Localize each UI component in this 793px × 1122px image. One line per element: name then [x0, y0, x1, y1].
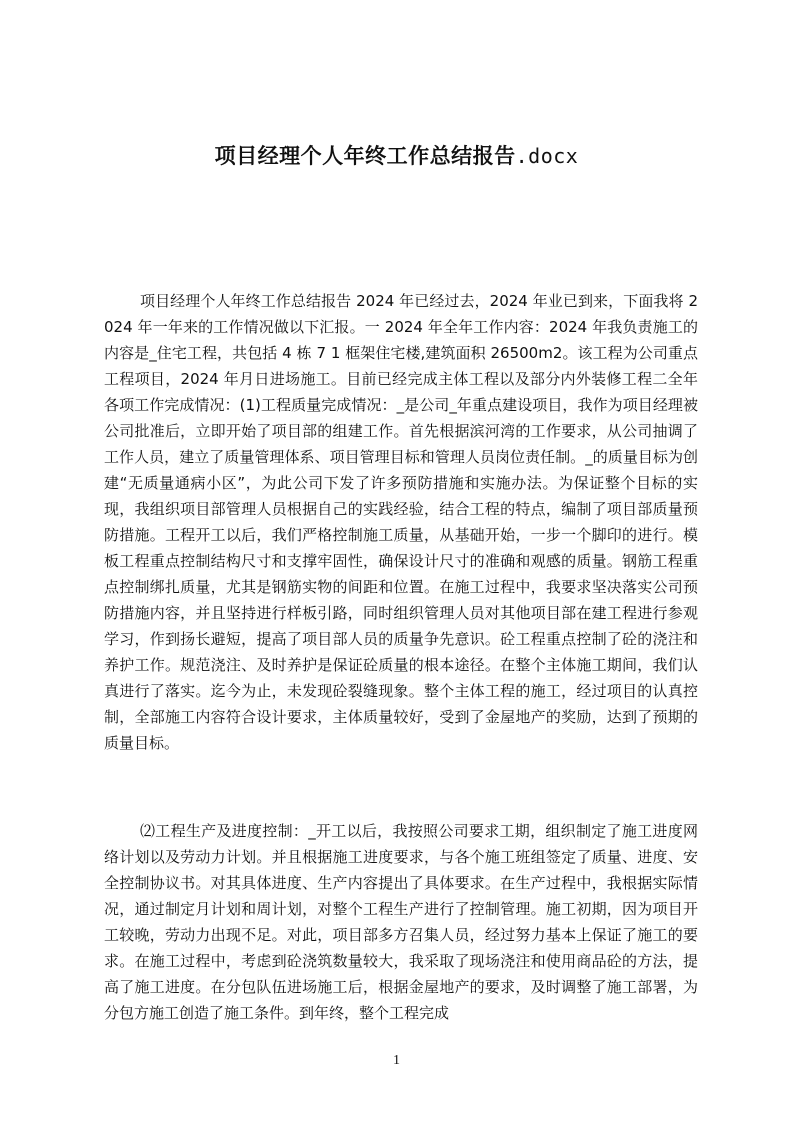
document-title-extension: .docx: [515, 144, 579, 168]
document-title: [0, 140, 793, 170]
document-title-text: 项目经理个人年终工作总结报告: [214, 144, 516, 168]
body-paragraph-1: 项目经理个人年终工作总结报告 2024 年已经过去，2024 年业已到来，下面我将 2024 年一年来的工作情况做以下汇报。一 2024 年全年工作内容：2024 年我负责施工的内容是_住宅工程，共包括 4 栋 7 1 框架住宅楼,建筑面积 26500m2。该工程为公司重点工程项目，2024 年月日进场施工。目前已经完成主体工程以及部分内外装修工程二全年各项工作完成情况：(1)工程质量完成情况：_是公司_年重点建设项目，我作为项目经理被公司批准后，立即开始了项目部的组建工作。首先根据滨河湾的工作要求，从公司抽调了工作人员，建立了质量管理体系、项目管理目标和管理人员岗位责任制。_的质量目标为创建“无质量通病小区”，为此公司下发了许多预防措施和实施办法。为保证整个目标的实现，我组织项目部管理人员根据自己的实践经验，结合工程的特点，编制了项目部质量预防措施。工程开工以后，我们严格控制施工质量，从基础开始，一步一个脚印的进行。模板工程重点控制结构尺寸和支撑牢固性，确保设计尺寸的准确和观感的质量。钢筋工程重点控制绑扎质量，尤其是钢筋实物的间距和位置。在施工过程中，我要求坚决落实公司预防措施内容，并且坚持进行样板引路，同时组织管理人员对其他项目部在建工程进行参观学习，作到扬长避短，提高了项目部人员的质量争先意识。砼工程重点控制了砼的浇注和养护工作。规范浇注、及时养护是保证砼质量的根本途径。在整个主体施工期间，我们认真进行了落实。迄今为止，未发现砼裂缝现象。整个主体工程的施工，经过项目的认真控制，全部施工内容符合设计要求，主体质量较好，受到了金屋地产的奖励，达到了预期的质量目标。: [104, 292, 698, 752]
page-number: 1: [393, 1053, 400, 1068]
body-paragraph-2: ⑵工程生产及进度控制：_开工以后，我按照公司要求工期，组织制定了施工进度网络计划以及劳动力计划。并且根据施工进度要求，与各个施工班组签定了质量、进度、安全控制协议书。对其具体进度、生产内容提出了具体要求。在生产过程中，我根据实际情况，通过制定月计划和周计划，对整个工程生产进行了控制管理。施工初期，因为项目开工较晚，劳动力出现不足。对此，项目部多方召集人员，经过努力基本上保证了施工的要求。在施工过程中，考虑到砼浇筑数量较大，我采取了现场浇注和使用商品砼的方法，提高了施工进度。在分包队伍进场施工后，根据金屋地产的要求，及时调整了施工部署，为分包方施工创造了施工条件。到年终，整个工程完成: [104, 822, 698, 1022]
